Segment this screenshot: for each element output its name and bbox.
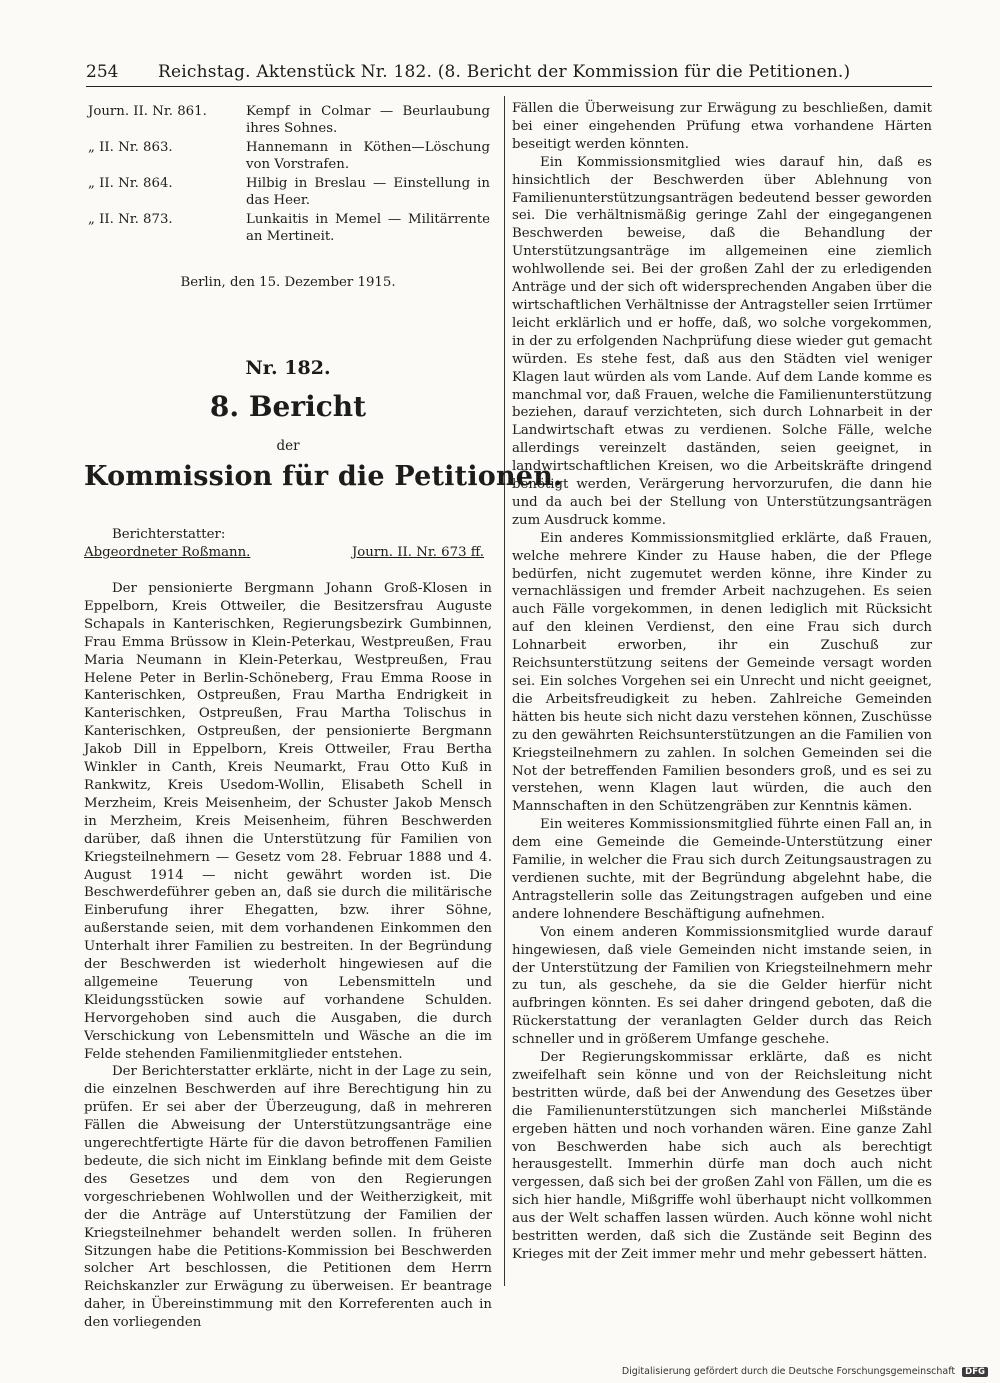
- journal-desc: Hilbig in Breslau — Einstellung in das Heer.: [246, 176, 490, 208]
- report-connector: der: [276, 438, 300, 454]
- journal-desc: Hannemann in Köthen—Löschung von Vorstrafen.: [246, 140, 490, 172]
- left-column: [84, 100, 563, 1332]
- journal-desc: Kempf in Colmar — Beurlaubung ihres Sohnes.: [246, 104, 490, 136]
- page-number: 254: [86, 62, 119, 82]
- journal-reference: Journ. II. Nr. 673 ff.: [351, 545, 484, 560]
- rapporteur-name: Abgeordneter Roßmann.: [84, 545, 251, 560]
- journal-desc: Lunkaitis in Memel — Militärrente an Mertineit.: [246, 212, 490, 244]
- rapporteur-label: Berichterstatter:: [112, 527, 226, 542]
- body-paragraph: Von einem anderen Kommissionsmitglied wurde darauf hingewiesen, daß viele Gemeinden nicht imstande seien, in der Unterstützung der Familien von Kriegsteilnehmern mehr zu tun, als geschehe, da sie die Gelder hierfür nicht aufbringen könnten. Es sei daher dringend geboten, daß die Rückerstattung der veranlagten Gelder durch das Reich schneller und in größerem Umfange geschehe.: [512, 924, 932, 1048]
- header-rule: [86, 86, 932, 87]
- column-divider: [504, 96, 505, 1286]
- journal-ref: „ II. Nr. 873.: [88, 212, 173, 227]
- digitization-credit: [622, 1366, 988, 1377]
- dateline: Berlin, den 15. Dezember 1915.: [180, 275, 396, 290]
- journal-list: [84, 104, 492, 254]
- body-paragraph: Der Regierungskommissar erklärte, daß es nicht zweifelhaft sein könne und von der Reichsleitung nicht bestritten würde, daß bei der Anwendung des Gesetzes über die Familienunterstützungen sich mancherlei Mißstände ergeben hätten und noch vorhanden wären. Eine ganze Zahl von Beschwerden habe sich auch als berechtigt herausgestellt. Immerhin dürfe man doch auch nicht vergessen, daß sich bei der großen Zahl von Fällen, um die es sich hier handle, Mißgriffe wohl überhaupt nicht vollkommen aus der Welt schaffen lassen würden. Auch könne wohl nicht bestritten werden, daß sich die Zustände seit Beginn des Krieges mit der Zeit immer mehr und mehr gebessert hätten.: [512, 1050, 932, 1262]
- report-title: 8. Bericht: [209, 390, 367, 423]
- page-header: [86, 58, 932, 88]
- commission-title: Kommission für die Petitionen.: [84, 461, 563, 492]
- body-paragraph: Der pensionierte Bergmann Johann Groß-Klosen in Eppelborn, Kreis Ottweiler, die Besitzersfrau Auguste Schapals in Kanterischken, Regierungsbezirk Gumbinnen, Frau Emma Brüssow in Klein-Peterkau, Westpreußen, Frau Maria Neumann in Klein-Peterkau, Westpreußen, Frau Helene Peter in Berlin-Schöneberg, Frau Emma Roose in Kanterischken, Ostpreußen, Frau Martha Endrigkeit in Kanterischken, Ostpreußen, Frau Martha Tolischus in Kanterischken, Ostpreußen, der pensionierte Bergmann Jakob Dill in Eppelborn, Kreis Ottweiler, Frau Bertha Winkler in Canth, Kreis Neumarkt, Frau Otto Kuß in Rankwitz, Kreis Usedom-Wollin, Elisabeth Schell in Merzheim, Kreis Meisenheim, der Schuster Jakob Mensch in Merzheim, Kreis Meisenheim, führen Beschwerden darüber, daß ihnen die Unterstützung für Familien von Kriegsteilnehmern — Gesetz vom 28. Februar 1888 und 4. August 1914 — nicht gewährt worden ist. Die Beschwerdeführer geben an, daß sie durch die militärische Einberufung ihrer Ehegatten, bzw. ihrer Söhne, außerstande seien, mit dem vorhandenen Einkommen den Unterhalt ihrer Familien zu bestreiten. In der Begründung der Beschwerden ist wiederholt hingewiesen auf die allgemeine Teuerung von Lebensmitteln und Kleidungsstücken sowie auf vorhandene Schulden. Hervorgehoben sind auch die Ausgaben, die durch Verschickung von Lebensmitteln und Wäsche an die im Felde stehenden Familienmitglieder entstehen.: [84, 581, 492, 1062]
- body-paragraph: Ein weiteres Kommissionsmitglied führte einen Fall an, in dem eine Gemeinde die Gemeinde-Unterstützung einer Familie, in welcher die Frau sich durch Zeitungsaustragen zu verdienen suchte, mit der Begründung abgelehnt habe, die Antragstellerin solle das Zeitungstragen aufgeben und eine andere lohnendere Beschäftigung aufnehmen.: [512, 817, 932, 922]
- body-paragraph: Der Berichterstatter erklärte, nicht in der Lage zu sein, die einzelnen Beschwerden auf ihre Berechtigung hin zu prüfen. Er sei aber der Überzeugung, daß in mehreren Fällen die Abweisung der Unterstützungsanträge eine ungerechtfertigte Härte für die davon betroffenen Familien bedeute, die sich nicht im Einklang befinde mit dem Geiste des Gesetzes und dem von den Regierungen vorgeschriebenen Wohlwollen und der Weitherzigkeit, mit der die Anträge auf Unterstützung der Familien der Kriegsteilnehmer behandelt werden sollen. In früheren Sitzungen habe die Petitions-Kommission bei Beschwerden solcher Art beschlossen, die Petitionen dem Herrn Reichskanzler zur Erwägung zu überweisen. Er beantrage daher, in Übereinstimmung mit den Korreferenten auch in den vorliegenden: [84, 1064, 492, 1331]
- journal-ref: „ II. Nr. 863.: [88, 140, 173, 155]
- rapporteur-block: [84, 526, 492, 568]
- dfg-logo: DFG: [962, 1367, 988, 1377]
- body-paragraph: Fällen die Überweisung zur Erwägung zu beschließen, damit bei einer eingehenden Prüfung etwa vorhandene Härten beseitigt werden könnten.: [512, 101, 932, 152]
- journal-ref: Journ. II. Nr. 861.: [88, 104, 207, 119]
- running-title: Reichstag. Aktenstück Nr. 182. (8. Bericht der Kommission für die Petitionen.): [158, 62, 851, 82]
- journal-ref: „ II. Nr. 864.: [88, 176, 173, 191]
- right-column: [512, 100, 932, 1264]
- document-number: Nr. 182.: [245, 357, 331, 379]
- body-paragraph: Ein Kommissionsmitglied wies darauf hin, daß es hinsichtlich der Beschwerden über Ablehnung von Familienunterstützungsanträgen bedeutend besser geworden sei. Die verhältnismäßig geringe Zahl der eingegangenen Beschwerden beweise, daß die Behandlung der Unterstützungsanträge im allgemeinen eine ziemlich wohlwollende sei. Bei der großen Zahl der zu erledigenden Anträge und der sich oft widersprechenden Angaben über die wirtschaftlichen Verhältnisse der Antragsteller seien Irrtümer leicht erklärlich und er hoffe, daß, wo solche vorgekommen, in der zu erfolgenden Nachprüfung diese wieder gut gemacht würden. Es stehe fest, daß aus den Städten viel weniger Klagen laut würden als vom Lande. Auf dem Lande komme es manchmal vor, daß Frauen, welche die Familienunterstützung beziehen, darauf verzichteten, sich durch Lohnarbeit in der Landwirtschaft etwas zu verdienen. Solche Fälle, welche allerdings vereinzelt daständen, seien geeignet, in landwirtschaftlichen Kreisen, wo die Arbeitskräfte dringend benötigt werden, Verärgerung hervorzurufen, die dann hie und da auch bei der Stellung von Unterstützungsanträgen zum Ausdruck komme.: [512, 154, 932, 528]
- body-paragraph: Ein anderes Kommissionsmitglied erklärte, daß Frauen, welche mehrere Kinder zu Hause haben, die der Pflege bedürfen, nicht zugemutet werden könne, ihre Kinder zu vernachlässigen und fremder Arbeit nachzugehen. Es seien auch Fälle vorgekommen, in denen lediglich mit Rücksicht auf den kleinen Verdienst, den eine Frau sich durch Lohnarbeit erworben, ihr ein Zuschuß zur Reichsunterstützung seitens der Gemeinde versagt worden sei. Ein solches Vorgehen sei ein Unrecht und nicht geeignet, die Arbeitsfreudigkeit zu heben. Zahlreiche Gemeinden hätten bis heute sich nicht dazu verstehen können, Zuschüsse zu den gewährten Reichsunterstützungen an die Familien von Kriegsteilnehmern zu zahlen. In solchen Gemeinden sei die Not der betreffenden Familien besonders groß, und es sei zu verstehen, wenn Klagen laut würden, die auch den Mannschaften in den Schützengräben zur Kenntnis kämen.: [512, 530, 932, 815]
- credit-text: Digitalisierung gefördert durch die Deutsche Forschungsgemeinschaft: [621, 1366, 956, 1377]
